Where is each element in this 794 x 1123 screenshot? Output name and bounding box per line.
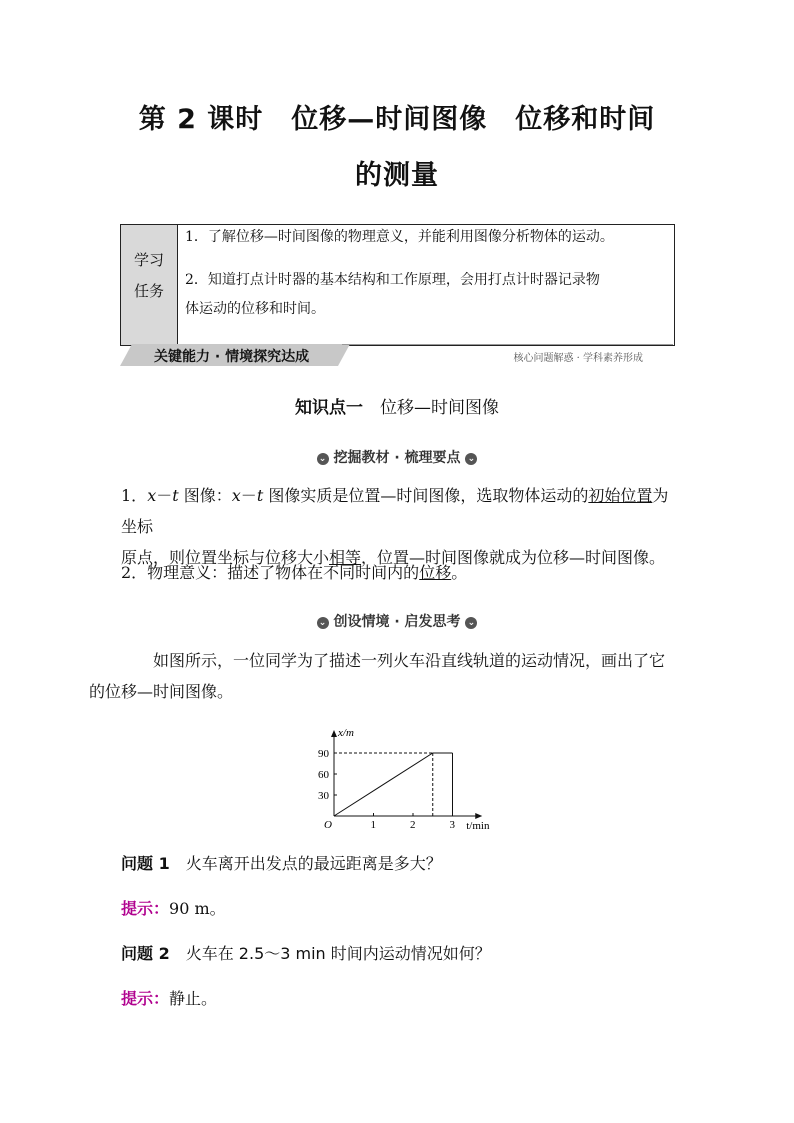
scenario-intro: 如图所示，一位同学为了描述一列火车沿直线轨道的运动情况，画出了它 的位移—时间图像。	[89, 651, 666, 701]
page-title-line1: 第 2 课时 位移—时间图像 位移和时间	[138, 104, 656, 135]
section-band-subtitle: 核心问题解惑 · 学科素养形成	[513, 353, 643, 364]
x-tick-label: 3	[449, 819, 455, 831]
subheading-scenario-text: 创设情境 · 启发思考	[333, 614, 461, 630]
learning-task-box	[120, 224, 675, 346]
paragraph-xt-graph: 1．x－t 图像：x－t 图像实质是位置—时间图像，选取物体运动的初始位置为坐标 原点，则位置坐标与位移大小相等，位置—时间图像就成为位移—时间图像。	[121, 486, 669, 567]
y-tick-label: 30	[318, 790, 329, 802]
answer-1	[121, 893, 681, 924]
y-axis-label: x/m	[338, 727, 354, 739]
section-band-label: 关键能力 · 情境探究达成	[154, 349, 310, 365]
page-title-line2: 的测量	[355, 160, 439, 191]
subheading-textbook-text: 挖掘教材 · 梳理要点	[333, 450, 461, 466]
question-2-label: 问题 2	[121, 944, 170, 963]
question-1-text: 火车离开出发点的最远距离是多大？	[169, 854, 442, 873]
section-band	[120, 344, 673, 366]
paragraph-physical-meaning: 2．物理意义：描述了物体在不同时间内的位移。	[121, 563, 468, 582]
series-line	[334, 753, 453, 816]
task-item-1: 1．了解位移—时间图像的物理意义，并能利用图像分析物体的运动。	[185, 229, 614, 245]
knowledge-point-topic: 位移—时间图像	[380, 398, 499, 418]
chevron-down-icon: ⌄	[317, 453, 329, 465]
y-tick-label: 60	[318, 769, 329, 781]
underlined-term: 相等	[329, 548, 362, 567]
displacement-time-chart	[310, 724, 490, 834]
answer-1-text: 90 m。	[169, 899, 226, 918]
question-2-text: 火车在 2.5～3 min 时间内运动情况如何？	[169, 944, 491, 963]
question-1-label: 问题 1	[121, 854, 170, 873]
task-item-2b: 体运动的位移和时间。	[185, 301, 325, 317]
y-tick-label: 90	[318, 748, 329, 760]
section-band-line	[342, 344, 673, 345]
question-2	[121, 938, 681, 969]
x-axis-label: t/min	[466, 820, 490, 832]
learning-task-label	[121, 225, 178, 345]
answer-2	[121, 983, 681, 1014]
answer-2-text: 静止。	[169, 989, 218, 1008]
chevron-down-icon: ⌄	[317, 617, 329, 629]
answer-2-label: 提示：	[121, 989, 170, 1008]
underlined-term: 位移	[419, 563, 452, 582]
x-tick-label: 2	[410, 819, 416, 831]
y-axis-arrow	[331, 730, 337, 737]
knowledge-point-heading	[0, 393, 794, 418]
task-label-line2: 任务	[133, 282, 164, 300]
underlined-term: 初始位置	[588, 486, 653, 505]
subheading-scenario	[0, 611, 794, 631]
task-label-line1: 学习	[133, 251, 164, 269]
x-axis-arrow	[475, 813, 482, 819]
knowledge-point-name: 知识点一	[295, 398, 363, 418]
question-1	[121, 848, 681, 879]
chevron-down-icon: ⌄	[465, 617, 477, 629]
subheading-textbook	[0, 447, 794, 467]
chevron-down-icon: ⌄	[465, 453, 477, 465]
x-tick-label: 1	[370, 819, 376, 831]
task-item-2a: 2．知道打点计时器的基本结构和工作原理，会用打点计时器记录物	[185, 272, 600, 288]
origin-label: O	[324, 819, 332, 831]
answer-1-label: 提示：	[121, 899, 170, 918]
